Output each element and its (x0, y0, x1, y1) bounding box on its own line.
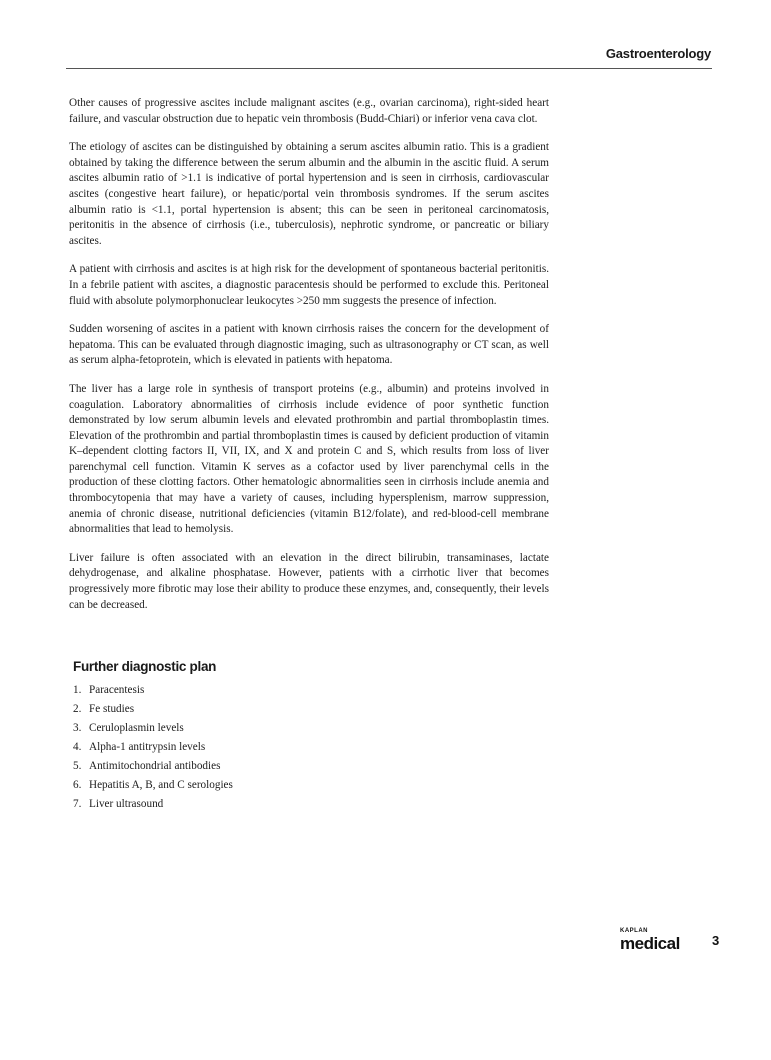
list-item (73, 719, 233, 738)
list-item-text: Antimitochondrial antibodies (89, 760, 221, 772)
list-item-text: Alpha-1 antitrypsin levels (89, 741, 206, 753)
brand-small-text: KAPLAN (620, 928, 648, 934)
paragraph: The etiology of ascites can be distinguished by obtaining a serum ascites albumin ratio. This is a gradient obtained by taking the difference between the serum albumin and the albumin in the ascitic fluid. A serum ascites albumin ratio of >1.1 is indicative of portal hypertension and is seen in cirrhosis, cardiovascular ascites (congestive heart failure), or hepatic/portal vein thrombosis syndromes. If the serum ascites albumin ratio is <1.1, portal hypertension is absent; this can be seen in peritoneal carcinomatosis, peritonitis in the absence of cirrhosis (i.e., tuberculosis), nephrotic syndrome, or pancreatic or biliary ascites. (69, 141, 549, 247)
section-heading: Further diagnostic plan (73, 659, 217, 674)
paragraph: A patient with cirrhosis and ascites is at high risk for the development of spontaneous bacterial peritonitis. In a febrile patient with ascites, a diagnostic paracentesis should be performed to exclude this. Peritoneal fluid with absolute polymorphonuclear leukocytes >250 mm suggests the presence of infection. (69, 263, 549, 307)
list-item (73, 681, 233, 700)
page-number: 3 (712, 933, 720, 948)
list-item-number: 5. (73, 760, 82, 772)
list-item (73, 738, 233, 757)
list-item-text: Fe studies (89, 703, 135, 715)
diagnostic-plan-list (73, 681, 233, 814)
list-item-text: Hepatitis A, B, and C serologies (89, 779, 233, 791)
publisher-logo (620, 928, 690, 952)
paragraph: Sudden worsening of ascites in a patient with known cirrhosis raises the concern for the development of hepatoma. This can be evaluated through diagnostic imaging, such as ultrasonography or CT scan, as well as serum alpha-fetoprotein, which is elevated in patients with hepatoma. (69, 323, 549, 367)
list-item-number: 6. (73, 779, 82, 791)
paragraph: Liver failure is often associated with an elevation in the direct bilirubin, transaminases, lactate dehydrogenase, and alkaline phosphatase. However, patients with a cirrhotic liver that becomes progressively more fibrotic may lose their ability to produce these enzymes, and, consequently, their levels can be decreased. (69, 551, 549, 611)
list-item (73, 795, 233, 814)
list-item-number: 4. (73, 741, 82, 753)
list-item-number: 2. (73, 703, 82, 715)
paragraph: The liver has a large role in synthesis of transport proteins (e.g., albumin) and proteins involved in coagulation. Laboratory abnormalities of cirrhosis include evidence of poor synthetic function demonstrated by low serum albumin levels and elevated prothrombin and partial thromboplastin times. Elevation of the prothrombin and partial thromboplastin times is caused by deficient production of vitamin K–dependent clotting factors II, VII, IX, and X and protein C and S, which results from loss of liver parenchymal cell function. Vitamin K serves as a cofactor used by liver parenchymal cells in the production of these clotting factors. Other hematologic abnormalities seen in cirrhosis include anemia and thrombocytopenia that may have a variety of causes, including hypersplenism, marrow suppression, anemia of chronic disease, nutritional deficiencies (vitamin B12/folate), and red-blood-cell membrane abnormalities that lead to hemolysis. (69, 382, 549, 536)
body-text (69, 96, 549, 626)
list-item-text: Liver ultrasound (89, 798, 164, 810)
brand-big-text: medical (620, 934, 680, 953)
list-item-text: Ceruloplasmin levels (89, 722, 184, 734)
list-item-number: 1. (73, 684, 82, 696)
list-item-number: 7. (73, 798, 82, 810)
header-divider (66, 68, 712, 69)
list-item (73, 776, 233, 795)
running-header-title: Gastroenterology (605, 46, 711, 61)
list-item-text: Paracentesis (89, 684, 145, 696)
list-item (73, 757, 233, 776)
paragraph: Other causes of progressive ascites include malignant ascites (e.g., ovarian carcinoma), right-sided heart failure, and vascular obstruction due to hepatic vein thrombosis (Budd-Chiari) or inferior vena cava clot. (69, 97, 549, 125)
list-item-number: 3. (73, 722, 82, 734)
list-item (73, 700, 233, 719)
